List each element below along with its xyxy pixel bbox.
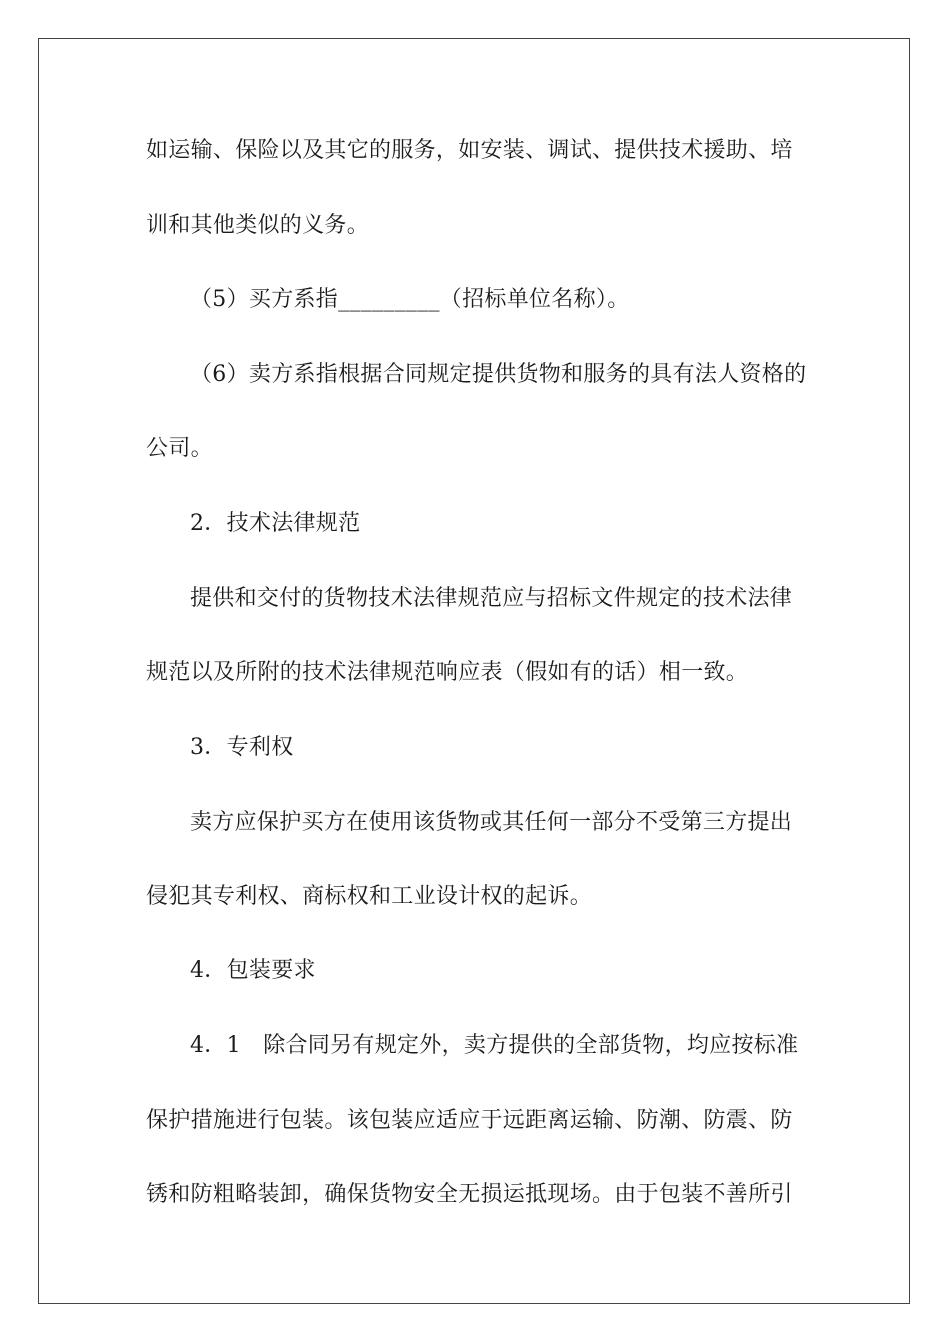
paragraph-line: 训和其他类似的义务。	[146, 213, 370, 238]
paragraph-line: 4．1 除合同另有规定外，卖方提供的全部货物，均应按标准	[190, 1033, 799, 1058]
paragraph-line: 保护措施进行包装。该包装应适应于远距离运输、防潮、防震、防	[146, 1108, 793, 1133]
paragraph-line: 规范以及所附的技术法律规范响应表（假如有的话）相一致。	[146, 660, 749, 685]
paragraph-line: （6）卖方系指根据合同规定提供货物和服务的具有法人资格的	[190, 362, 807, 387]
paragraph-line: 锈和防粗略装卸，确保货物安全无损运抵现场。由于包装不善所引	[146, 1182, 793, 1207]
paragraph-line: 公司。	[146, 436, 213, 461]
section-heading: 3．专利权	[190, 735, 294, 760]
paragraph-line: （5）买方系指_________（招标单位名称）。	[190, 287, 630, 312]
paragraph-line: 如运输、保险以及其它的服务，如安装、调试、提供技术援助、培	[146, 138, 793, 163]
paragraph-line: 侵犯其专利权、商标权和工业设计权的起诉。	[146, 884, 593, 909]
section-heading: 2．技术法律规范	[190, 511, 361, 536]
section-heading: 4．包装要求	[190, 958, 316, 983]
paragraph-line: 卖方应保护买方在使用该货物或其任何一部分不受第三方提出	[190, 810, 793, 835]
paragraph-line: 提供和交付的货物技术法律规范应与招标文件规定的技术法律	[190, 586, 793, 611]
